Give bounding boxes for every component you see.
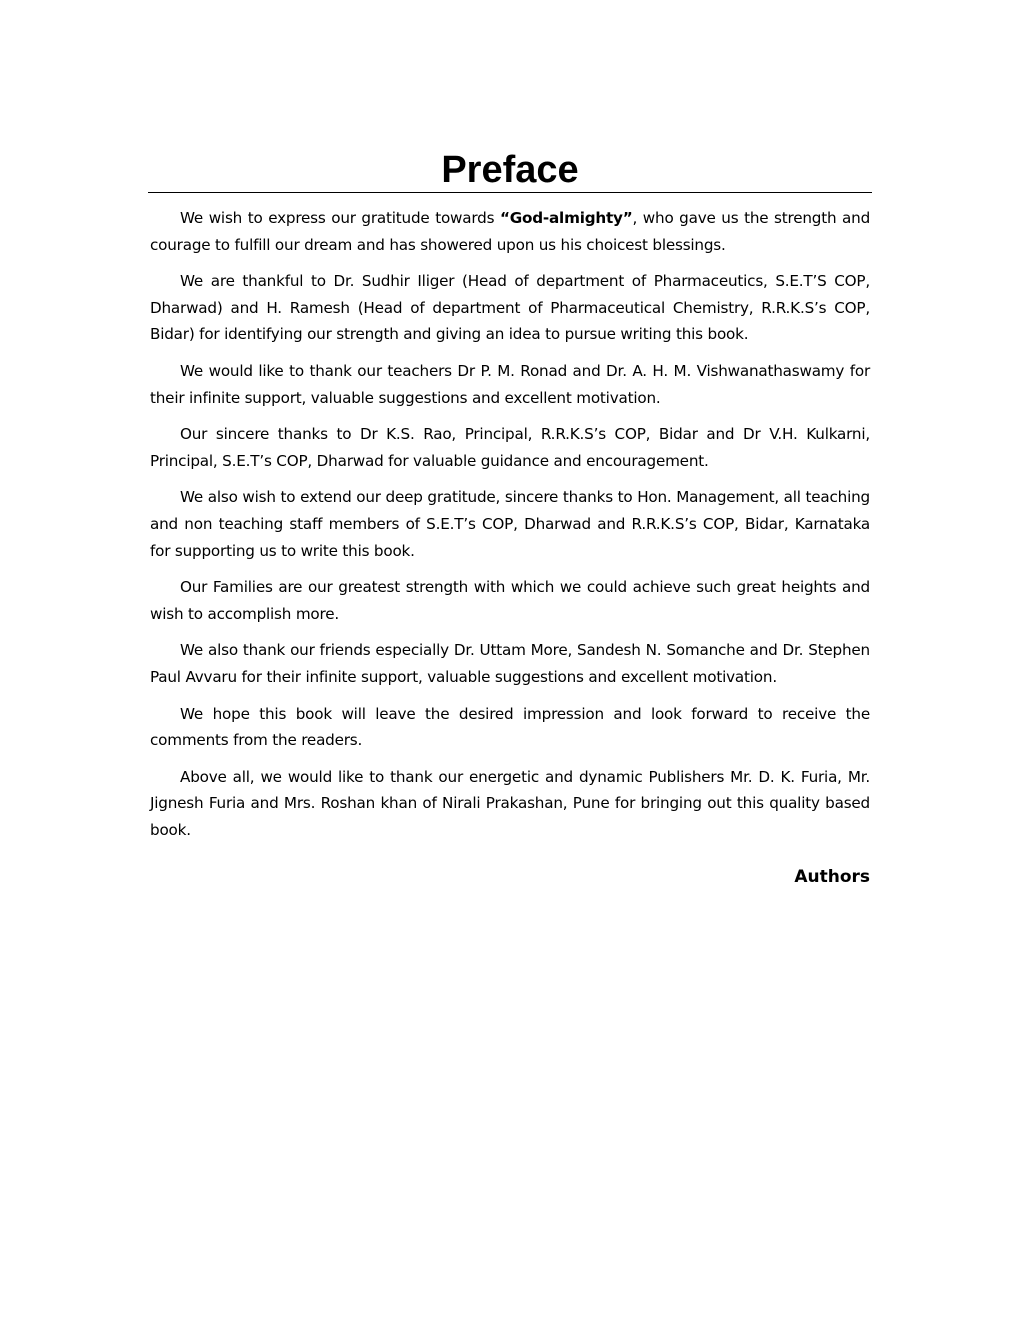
preface-page xyxy=(148,150,872,887)
god-almighty-emphasis: “God-almighty” xyxy=(499,209,633,227)
paragraph-readers: We hope this book will leave the desired impression and look forward to receive the comments from the readers. xyxy=(150,704,870,750)
page-title: Preface xyxy=(441,149,579,191)
authors-signature: Authors xyxy=(794,867,870,888)
paragraph-gratitude-text-a: We wish to express our gratitude towards xyxy=(180,209,500,227)
paragraph-families: Our Families are our greatest strength with which we could achieve such great heights and wish to accomplish more. xyxy=(150,578,870,623)
paragraph-publishers: Above all, we would like to thank our energetic and dynamic Publishers Mr. D. K. Furia, Mr. Jignesh Furia and Mrs. Roshan khan of Nirali Prakashan, Pune for bringing out this quality based book. xyxy=(150,767,870,839)
paragraph-teachers: We would like to thank our teachers Dr P. M. Ronad and Dr. A. H. M. Vishwanathaswamy for their infinite support, valuable suggestions and excellent motivation. xyxy=(150,361,870,407)
paragraph-gratitude xyxy=(150,205,870,258)
paragraph-management-staff: We also wish to extend our deep gratitude, sincere thanks to Hon. Management, all teaching and non teaching staff members of S.E.T’s COP, Dharwad and R.R.K.S’s COP, Bidar, Karnataka for supporting us to write this book. xyxy=(150,488,870,560)
paragraph-gratitude-text-b: , who gave us the strength and courage to fulfill our dream and has showered upon us his choicest blessings. xyxy=(150,209,871,254)
title-underline xyxy=(148,192,872,193)
preface-body xyxy=(148,205,872,843)
paragraph-principals: Our sincere thanks to Dr K.S. Rao, Principal, R.R.K.S’s COP, Bidar and Dr V.H. Kulkarni, Principal, S.E.T’s COP, Dharwad for valuable guidance and encouragement. xyxy=(150,425,870,470)
paragraph-friends: We also thank our friends especially Dr. Uttam More, Sandesh N. Somanche and Dr. Stephen Paul Avvaru for their infinite support, valuable suggestions and excellent motivation. xyxy=(150,641,870,686)
paragraph-heads-of-department: We are thankful to Dr. Sudhir Iliger (Head of department of Pharmaceutics, S.E.T’S COP, Dharwad) and H. Ramesh (Head of department of Pharmaceutical Chemistry, R.R.K.S’s COP, Bidar) for identifying our strength and giving an idea to pursue writing this book. xyxy=(150,272,870,344)
